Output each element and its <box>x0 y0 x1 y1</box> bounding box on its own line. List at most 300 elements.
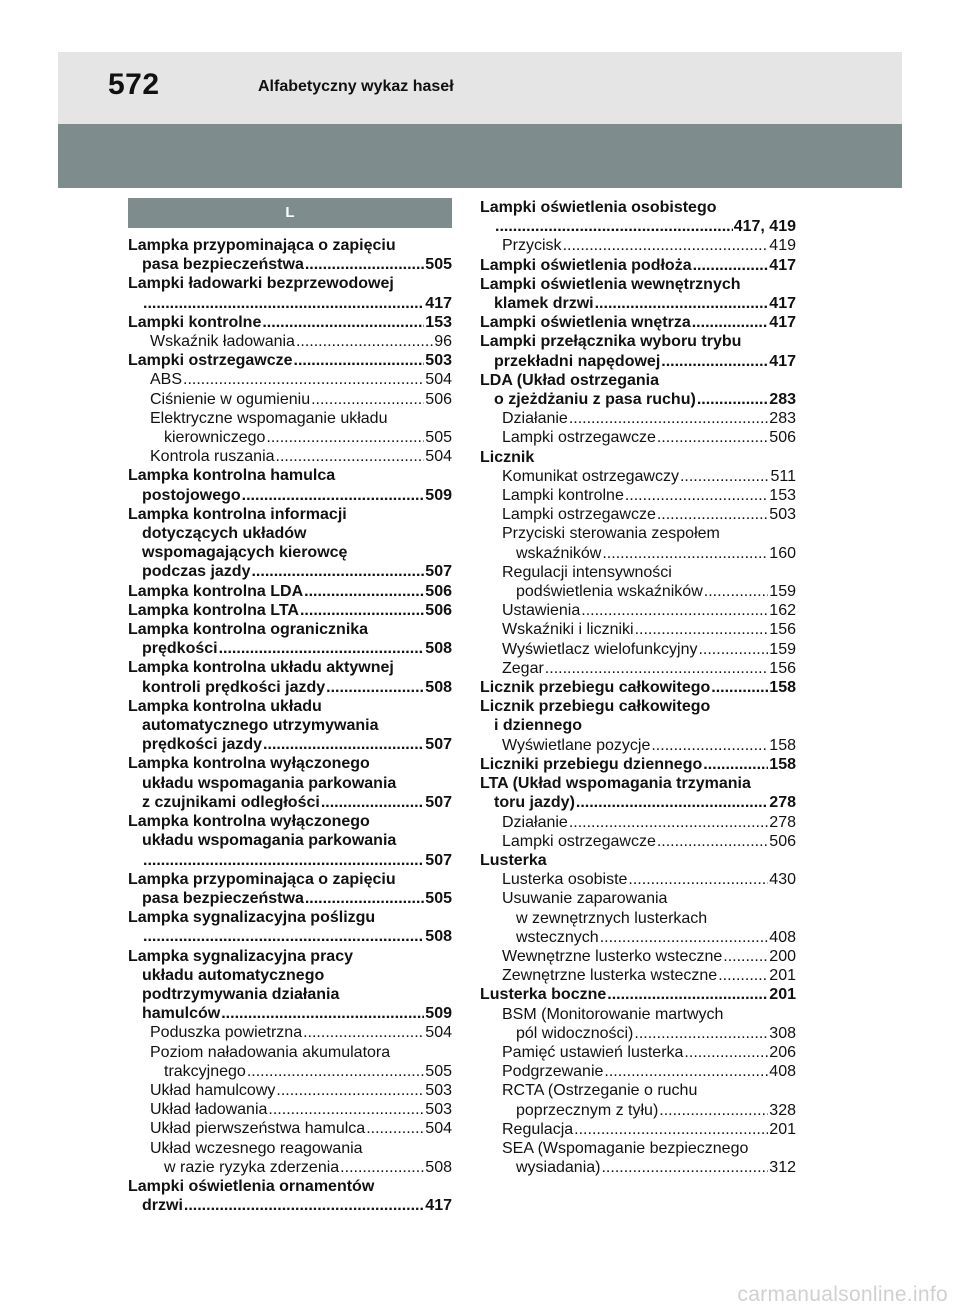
page-reference: 419 <box>769 237 796 255</box>
page-reference: 508 <box>425 1158 452 1176</box>
page-reference: 506 <box>769 429 796 447</box>
dot-leader <box>718 966 768 985</box>
page-reference: 201 <box>769 986 796 1004</box>
page-reference: 408 <box>769 1063 796 1081</box>
dot-leader <box>600 928 769 947</box>
entry-text: Elektryczne wspomaganie układu <box>150 409 388 427</box>
entry-text: Lampka przypominająca o zapięciu <box>128 237 396 254</box>
page-reference: 417 <box>769 314 796 332</box>
entry-line <box>150 332 452 351</box>
entry-line <box>480 294 796 313</box>
entry-line <box>502 736 796 755</box>
entry-text: Licznik przebiegu całkowitego <box>480 679 711 697</box>
entry-line <box>480 371 796 390</box>
entry-text: Komunikat ostrzegawczy <box>502 467 679 485</box>
dot-leader <box>143 851 424 870</box>
entry-line <box>480 678 796 697</box>
entry-text: Lampka kontrolna układu aktywnej <box>128 659 394 677</box>
header-band <box>58 124 902 188</box>
index-entry <box>128 908 452 946</box>
page-reference: 160 <box>769 544 796 562</box>
dot-leader <box>303 1023 424 1042</box>
index-entry <box>128 812 452 870</box>
entry-text: Lampka kontrolna ogranicznika <box>128 621 369 639</box>
page-reference: 504 <box>425 448 452 466</box>
entry-line <box>502 659 796 678</box>
dot-leader <box>602 544 768 563</box>
entry-text: pól widoczności) <box>516 1024 634 1042</box>
dot-leader <box>697 390 768 409</box>
page-reference: 417 <box>425 1197 452 1215</box>
index-entry <box>480 448 796 467</box>
page-reference: 206 <box>769 1043 796 1061</box>
entry-line <box>150 409 452 428</box>
watermark: carmanualsonline.info <box>737 1283 948 1306</box>
entry-text: Licznik <box>480 448 535 466</box>
entry-line <box>128 927 452 946</box>
index-subentry <box>128 447 452 466</box>
entry-text: Wyświetlane pozycje <box>502 736 651 754</box>
entry-line <box>150 1158 452 1177</box>
entry-line <box>502 813 796 832</box>
entry-text: trakcyjnego <box>164 1062 246 1080</box>
dot-leader <box>661 352 768 371</box>
dot-leader <box>276 447 425 466</box>
entry-text: przekładni napędowej <box>494 352 661 370</box>
page-reference: 507 <box>425 793 452 811</box>
entry-line <box>128 620 452 639</box>
entry-line <box>502 486 796 505</box>
entry-text: w zewnętrznych lusterkach <box>516 909 708 927</box>
entry-text: RCTA (Ostrzeganie o ruchu <box>502 1082 698 1100</box>
entry-text: Lampka sygnalizacyjna poślizgu <box>128 909 376 927</box>
entry-text: Lampka kontrolna hamulca <box>128 467 336 485</box>
index-subentry <box>128 1023 452 1042</box>
dot-leader <box>569 409 768 428</box>
index-subentry <box>480 736 796 755</box>
page-reference: 508 <box>425 928 452 946</box>
entry-line <box>128 582 452 601</box>
page-reference: 506 <box>425 582 452 600</box>
entry-line <box>502 1120 796 1139</box>
page-reference: 507 <box>425 851 452 869</box>
index-entry <box>480 774 796 812</box>
entry-line <box>128 466 452 485</box>
entry-line <box>502 544 796 563</box>
entry-line <box>502 1024 796 1043</box>
dot-leader <box>657 428 768 447</box>
dot-leader <box>184 1196 424 1215</box>
index-subentry <box>480 505 796 524</box>
dot-leader <box>601 1158 768 1177</box>
index-subentry <box>480 236 796 255</box>
entry-text: Zegar <box>502 659 544 677</box>
entry-line <box>480 697 796 716</box>
entry-line <box>480 275 796 294</box>
page-reference: 504 <box>425 1024 452 1042</box>
index-entry <box>480 332 796 370</box>
dot-leader <box>305 889 424 908</box>
page-reference: 507 <box>425 736 452 754</box>
entry-line <box>128 716 452 735</box>
dot-leader <box>311 390 424 409</box>
entry-text: w razie ryzyka zderzenia <box>164 1158 340 1176</box>
index-entry <box>128 601 452 620</box>
entry-text: Działanie <box>502 813 568 831</box>
entry-line <box>128 735 452 754</box>
index-entry <box>128 1177 452 1215</box>
entry-line <box>128 793 452 812</box>
entry-line <box>502 889 796 908</box>
index-subentry <box>480 620 796 639</box>
index-subentry <box>480 889 796 947</box>
index-subentry <box>480 1043 796 1062</box>
index-entry <box>128 313 452 332</box>
index-subentry <box>480 659 796 678</box>
dot-leader <box>276 1081 424 1100</box>
dot-leader <box>305 255 424 274</box>
dot-leader <box>659 1101 768 1120</box>
page-number: 572 <box>108 68 160 101</box>
page-reference: 506 <box>425 601 452 619</box>
entry-line <box>128 639 452 658</box>
page-reference: 278 <box>769 813 796 831</box>
entry-line <box>128 831 452 850</box>
page-reference: 201 <box>769 1120 796 1138</box>
entry-line <box>128 774 452 793</box>
dot-leader <box>581 601 768 620</box>
entry-text: z czujnikami odległości <box>142 793 320 811</box>
entry-line <box>128 601 452 620</box>
entry-text: Lampki oświetlenia osobistego <box>480 199 717 216</box>
entry-line <box>480 313 796 332</box>
page-reference: 153 <box>425 313 452 331</box>
page-reference: 96 <box>434 333 452 351</box>
dot-leader <box>698 640 768 659</box>
index-subentry <box>128 1119 452 1138</box>
page-reference: 508 <box>425 640 452 658</box>
page-reference: 283 <box>769 410 796 428</box>
page-reference: 278 <box>769 794 796 812</box>
entry-line <box>480 755 796 774</box>
index-subentry <box>480 947 796 966</box>
dot-leader <box>495 217 733 236</box>
dot-leader <box>545 659 769 678</box>
index-subentry <box>480 640 796 659</box>
page-reference: 503 <box>425 1081 452 1099</box>
index-subentry <box>480 870 796 889</box>
page-reference: 503 <box>425 1101 452 1119</box>
page-reference: 506 <box>769 832 796 850</box>
dot-leader <box>366 1119 424 1138</box>
index-subentry <box>128 1100 452 1119</box>
dot-leader <box>262 313 424 332</box>
entry-line <box>502 1062 796 1081</box>
entry-line <box>480 256 796 275</box>
entry-line <box>128 351 452 370</box>
entry-text: pasa bezpieczeństwa <box>142 889 304 907</box>
entry-line <box>502 524 796 543</box>
entry-text: Regulacja <box>502 1120 574 1138</box>
entry-line <box>128 543 452 562</box>
index-subentry <box>480 966 796 985</box>
entry-line <box>502 1081 796 1100</box>
index-subentry <box>480 1062 796 1081</box>
page-reference: 503 <box>769 506 796 524</box>
entry-text: Poziom naładowania akumulatora <box>150 1043 391 1061</box>
page-reference: 505 <box>425 429 452 447</box>
entry-text: Regulacji intensywności <box>502 563 672 581</box>
entry-text: Zewnętrzne lusterka wsteczne <box>502 967 718 985</box>
index-subentry <box>128 332 452 351</box>
entry-text: Ciśnienie w ogumieniu <box>150 390 311 408</box>
entry-text: Ustawienia <box>502 602 581 620</box>
entry-line <box>128 313 452 332</box>
entry-text: Lampki ładowarki bezprzewodowej <box>128 275 394 293</box>
dot-leader <box>657 832 768 851</box>
page-reference: 201 <box>769 967 796 985</box>
entry-line <box>128 889 452 908</box>
entry-text: podtrzymywania działania <box>142 985 340 1003</box>
entry-text: automatycznego utrzymywania <box>142 717 379 735</box>
entry-text: Wskaźniki i liczniki <box>502 621 634 639</box>
page-reference: 507 <box>425 563 452 581</box>
entry-text: Lusterka boczne <box>480 986 607 1004</box>
entry-line <box>128 236 452 255</box>
page-reference: 162 <box>769 602 796 620</box>
page-reference: 503 <box>425 352 452 370</box>
index-subentry <box>480 467 796 486</box>
entry-line <box>502 236 796 255</box>
entry-line <box>128 870 452 889</box>
entry-line <box>128 754 452 773</box>
page-reference: 408 <box>769 928 796 946</box>
index-entry <box>480 755 796 774</box>
index-entry <box>480 851 796 870</box>
entry-text: Lampki przełącznika wyboru trybu <box>480 333 742 351</box>
entry-line <box>480 716 796 735</box>
dot-leader <box>183 370 424 389</box>
index-entry <box>128 870 452 908</box>
page-reference: 506 <box>425 390 452 408</box>
dot-leader <box>693 256 769 275</box>
entry-line <box>128 294 452 313</box>
dot-leader <box>268 1100 424 1119</box>
entry-text: prędkości <box>142 640 218 658</box>
dot-leader <box>266 428 424 447</box>
page-reference: 158 <box>769 736 796 754</box>
entry-text: Układ pierwszeństwa hamulca <box>150 1120 366 1138</box>
entry-line <box>502 1043 796 1062</box>
index-entry <box>128 236 452 274</box>
dot-leader <box>296 332 433 351</box>
entry-text: Lusterka osobiste <box>502 871 628 889</box>
entry-text: wstecznych <box>516 928 599 946</box>
index-subentry <box>480 563 796 601</box>
dot-leader <box>680 467 770 486</box>
entry-text: postojowego <box>142 486 241 504</box>
entry-text: Lampka przypominająca o zapięciu <box>128 870 396 888</box>
entry-text: toru jazdy) <box>494 794 575 812</box>
dot-leader <box>692 313 769 332</box>
entry-text: Wewnętrzne lusterko wsteczne <box>502 947 723 965</box>
page-reference: 509 <box>425 486 452 504</box>
entry-text: Lampka kontrolna wyłączonego <box>128 813 370 831</box>
dot-leader <box>294 351 425 370</box>
entry-line <box>502 601 796 620</box>
dot-leader <box>300 601 424 620</box>
entry-line <box>502 505 796 524</box>
entry-line <box>480 390 796 409</box>
index-subentry <box>480 1081 796 1119</box>
entry-text: wysiadania) <box>516 1159 601 1177</box>
entry-line <box>128 274 452 293</box>
dot-leader <box>576 793 768 812</box>
page-reference: 159 <box>769 640 796 658</box>
index-entry <box>128 505 452 582</box>
entry-line <box>128 678 452 697</box>
index-subentry <box>480 524 796 562</box>
entry-text: Lampki kontrolne <box>502 487 624 505</box>
entry-line <box>150 1062 452 1081</box>
entry-text: Lampki ostrzegawcze <box>502 429 656 447</box>
index-subentry <box>128 1139 452 1177</box>
entry-line <box>502 1139 796 1158</box>
entry-line <box>128 985 452 1004</box>
entry-line <box>502 870 796 889</box>
entry-text: o zjeżdżaniu z pasa ruchu) <box>494 391 696 409</box>
entry-line <box>128 658 452 677</box>
entry-text: hamulców <box>142 1005 221 1023</box>
entry-text: Lampki oświetlenia wewnętrznych <box>480 275 741 293</box>
entry-text: Układ ładowania <box>150 1101 268 1119</box>
dot-leader <box>651 736 768 755</box>
entry-line <box>128 255 452 274</box>
entry-line <box>150 1043 452 1062</box>
entry-text: Lampki kontrolne <box>128 313 262 331</box>
page-header <box>58 52 902 124</box>
page-reference: 509 <box>425 1005 452 1023</box>
index-entry <box>128 754 452 812</box>
entry-text: pasa bezpieczeństwa <box>142 256 304 274</box>
entry-text: Lampki oświetlenia ornamentów <box>128 1177 375 1195</box>
dot-leader <box>304 582 424 601</box>
entry-text: podświetlenia wskaźników <box>516 583 703 601</box>
dot-leader <box>657 505 768 524</box>
entry-text: kontroli prędkości jazdy <box>142 678 326 696</box>
entry-text: poprzecznym z tyłu) <box>516 1101 659 1119</box>
index-subentry <box>128 1043 452 1081</box>
entry-text: podczas jazdy <box>142 563 251 581</box>
dot-leader <box>704 582 769 601</box>
entry-line <box>480 793 796 812</box>
dot-leader <box>604 1062 768 1081</box>
entry-line <box>480 332 796 351</box>
entry-line <box>128 697 452 716</box>
index-subentry <box>128 409 452 447</box>
entry-text: Podgrzewanie <box>502 1063 604 1081</box>
entry-line <box>502 947 796 966</box>
entry-text: klamek drzwi <box>494 295 594 313</box>
entry-line <box>480 448 796 467</box>
page-reference: 153 <box>769 487 796 505</box>
entry-text: Lampki ostrzegawcze <box>502 832 656 850</box>
page-reference: 417 <box>425 294 452 312</box>
index-entry <box>128 582 452 601</box>
entry-text: Lampka kontrolna LDA <box>128 582 304 600</box>
dot-leader <box>703 755 768 774</box>
dot-leader <box>563 236 769 255</box>
dot-leader <box>219 639 425 658</box>
index-entry <box>480 985 796 1004</box>
index-entry <box>128 697 452 755</box>
entry-text: Usuwanie zaparowania <box>502 890 668 908</box>
entry-text: BSM (Monitorowanie martwych <box>502 1005 724 1023</box>
index-subentry <box>480 832 796 851</box>
entry-text: Lampki oświetlenia wnętrza <box>480 314 691 332</box>
page-reference: 504 <box>425 371 452 389</box>
page-reference: 505 <box>425 256 452 274</box>
dot-leader <box>242 486 425 505</box>
entry-text: LTA (Układ wspomagania trzymania <box>480 775 751 793</box>
entry-line <box>502 928 796 947</box>
entry-text: dotyczących układów <box>142 525 307 543</box>
page-reference: 508 <box>425 678 452 696</box>
entry-line <box>150 1119 452 1138</box>
entry-text: Przyciski sterowania zespołem <box>502 525 720 543</box>
index-entry <box>128 620 452 658</box>
entry-line <box>502 428 796 447</box>
index-subentry <box>128 370 452 389</box>
page-reference: 417 <box>769 352 796 370</box>
entry-text: Liczniki przebiegu dziennego <box>480 755 703 773</box>
entry-line <box>150 1139 452 1158</box>
entry-text: Wyświetlacz wielofunkcyjny <box>502 640 698 658</box>
entry-text: prędkości jazdy <box>142 736 263 754</box>
entry-line <box>128 908 452 927</box>
entry-text: Lusterka <box>480 851 547 869</box>
index-entry <box>480 678 796 697</box>
index-entry <box>480 198 796 236</box>
page-reference: 417 <box>769 256 796 274</box>
page-reference: 430 <box>769 871 796 889</box>
entry-line <box>150 1100 452 1119</box>
index-column-left <box>128 198 452 1215</box>
entry-line <box>480 851 796 870</box>
entry-line <box>480 352 796 371</box>
dot-leader <box>263 735 424 754</box>
page-reference: 156 <box>769 659 796 677</box>
entry-text: Lampki oświetlenia podłoża <box>480 256 692 274</box>
dot-leader <box>143 927 424 946</box>
entry-line <box>502 620 796 639</box>
entry-text: ABS <box>150 371 183 389</box>
index-entry <box>128 466 452 504</box>
dot-leader <box>723 947 768 966</box>
section-title: Alfabetyczny wykaz haseł <box>258 78 454 95</box>
entry-line <box>128 486 452 505</box>
dot-leader <box>628 870 768 889</box>
page-reference: 417 <box>769 295 796 313</box>
entry-line <box>480 217 796 236</box>
letter-header: L <box>128 198 452 228</box>
page-reference: 158 <box>769 679 796 697</box>
entry-text: Lampka sygnalizacyjna pracy <box>128 947 353 965</box>
entry-text: LDA (Układ ostrzegania <box>480 371 659 389</box>
entry-line <box>128 1196 452 1215</box>
page-reference: 156 <box>769 621 796 639</box>
entry-text: SEA (Wspomaganie bezpiecznego <box>502 1139 749 1157</box>
